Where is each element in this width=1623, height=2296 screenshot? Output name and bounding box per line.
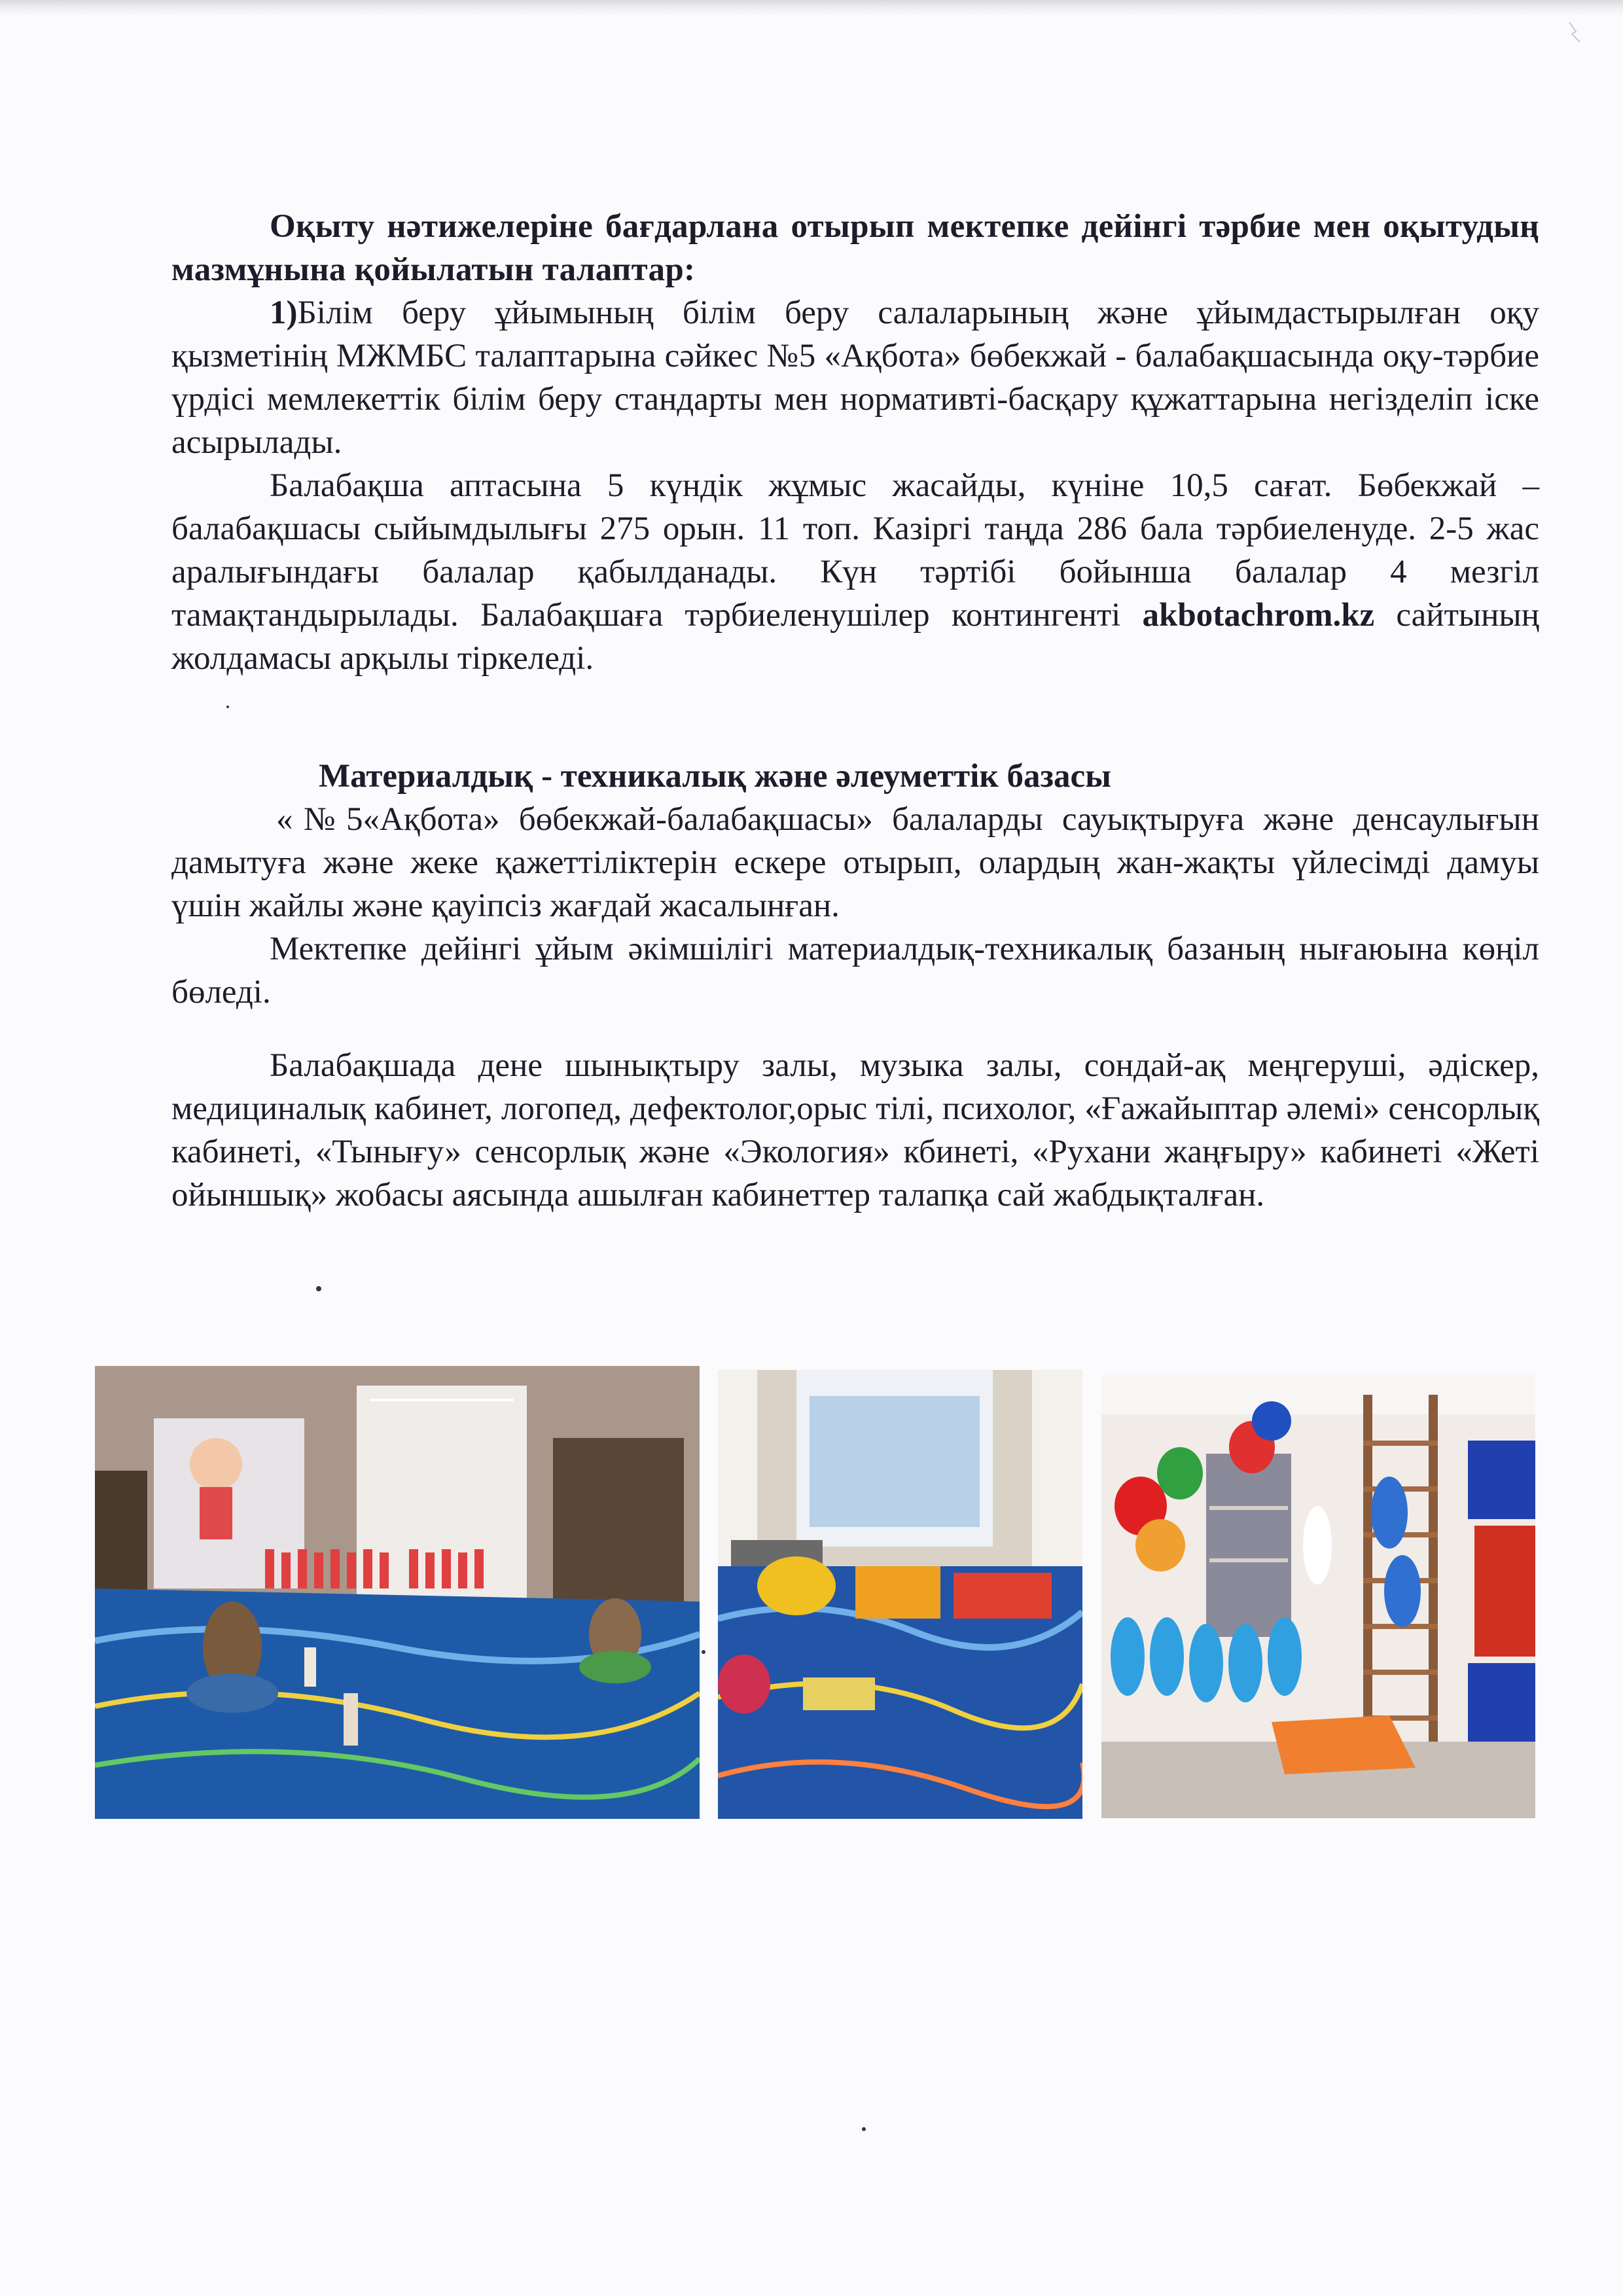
scan-speck: [226, 706, 229, 708]
requirements-section: [171, 205, 1539, 680]
scan-top-edge: [0, 0, 1623, 17]
paragraph-1-text: Білім беру ұйымының білім беру салаларының және ұйымдастырылған оқу қызметінің МЖМБС талаптарына сәйкес №5 «Ақбота» бөбекжай - балабақшасында оқу-тәрбие үрдісі мемлекеттік білім беру стандарты мен нормативті-басқару құжаттарына негізделіп іске асырылады.: [171, 295, 1539, 461]
paragraph-2-tail: сайтының жолдамасы арқылы тіркеледі.: [171, 597, 1539, 677]
playroom-photo: [95, 1366, 700, 1819]
paragraph-number: 1): [270, 295, 298, 331]
requirements-paragraph-2: [171, 464, 1539, 680]
scan-speck: [316, 1286, 321, 1291]
material-base-paragraph-1: «№5«Ақбота» бөбекжай-балабақшасы» балаларды сауықтыруға және денсаулығын дамытуға және жеке қажеттіліктерін ескере отырып, олардың жан-жақты үйлесімді дамуы үшін жайлы және қауіпсіз жағдай жасалынған.: [171, 801, 1539, 924]
paragraph-2-text: Балабақша аптасына 5 күндік жұмыс жасайды, күніне 10,5 сағат. Бөбекжай – балабақшасы сыйымдылығы 275 орын. 11 топ. Казіргі таңда 286 бала тәрбиеленуде. 2-5 жас аралығындағы балалар қабылданады. Күн тәртібі бойынша балалар 4 мезгіл тамақтандырылады. Балабақшаға тәрбиеленушілер контингенті: [171, 467, 1539, 634]
sports-room-photo: [1101, 1375, 1535, 1818]
requirements-paragraph-1: [171, 291, 1539, 464]
material-base-section: [171, 755, 1539, 1217]
material-base-paragraph-3: Балабақшада дене шынықтыру залы, музыка залы, сондай-ақ меңгеруші, әдіскер, медициналық кабинет, логопед, дефектолог,орыс тілі, психолог, «Ғажайыптар әлемі» сенсорлық кабинеті, «Тынығу» сенсорлық және «Экология» кбинеті, «Рухани жаңғыру» кабинеті «Жеті ойыншық» жобасы аясында ашылған кабинеттер талапқа сай жабдықталған.: [171, 1047, 1539, 1213]
website-link[interactable]: akbotachrom.kz: [1142, 597, 1375, 634]
scan-artifact-mark: [1567, 20, 1584, 45]
material-base-title: Материалдық - техникалық және әлеуметтік базасы: [319, 758, 1111, 795]
playroom-illustration: [95, 1366, 700, 1819]
scan-speck: [862, 2127, 866, 2131]
gym-equipment-photo: [718, 1370, 1082, 1819]
material-base-paragraph-2: Мектепке дейінгі ұйым әкімшілігі материалдық-техникалық базаның нығаюына көңіл бөледі.: [171, 931, 1539, 1011]
scan-speck: [702, 1650, 705, 1654]
gym-illustration: [718, 1370, 1082, 1819]
sports-room-illustration: [1101, 1375, 1535, 1818]
requirements-title: Оқыту нәтижелеріне бағдарлана отырып мектепке дейінгі тәрбие мен оқытудың мазмұнына қойылатын талаптар:: [171, 208, 1539, 288]
